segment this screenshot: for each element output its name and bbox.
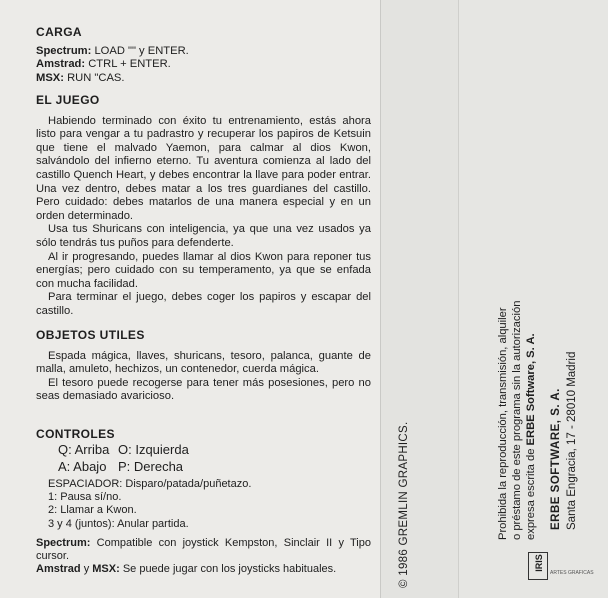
address: Santa Engracia, 17 - 28010 Madrid [566,351,578,530]
spine-panel [380,0,459,598]
objetos-title: OBJETOS UTILES [36,328,145,342]
juego-paragraph-2: Usa tus Shuricans con inteligencia, ya que una vez usados ya sólo tendrás tus puños para defenderte. [36,223,371,249]
key-q: Q: Arriba [58,442,110,457]
publisher-name: ERBE SOFTWARE, S. A. [550,388,562,530]
carga-msx: MSX: RUN "CAS. [36,71,125,84]
key-espaciador: ESPACIADOR: Disparo/patada/puñetazo. [48,478,252,490]
objetos-paragraph-1: Espada mágica, llaves, shuricans, tesoro, palanca, guante de malla, amuleto, hechizos, un contenedor, cuerda mágica. [36,349,371,376]
juego-section [36,94,371,319]
objetos-section [36,329,371,404]
joystick-spectrum: Spectrum: Compatible con joystick Kempston, Sinclair II y Tipo cursor. [36,537,371,563]
legal-notice: Prohibida la reproducción, transmisión, alquiler o préstamo de este programa sin la autorización expresa escrita de ERBE Software, S. A. [497,300,538,540]
key-o: O: Izquierda [118,442,189,457]
carga-spectrum: Spectrum: LOAD "" y ENTER. [36,44,189,57]
objetos-paragraph-2: El tesoro puede recogerse para tener más posesiones, pero no seas demasiado avaricioso. [36,376,371,403]
publisher-address [548,352,580,530]
controles-title: CONTROLES [36,427,115,441]
joystick-amstrad-msx: Amstrad y MSX: Se puede jugar con los joysticks habituales. [36,563,337,576]
key-a: A: Abajo [58,459,107,474]
iris-logo-subtitle: ARTES GRAFICAS [550,570,594,576]
controles-section [36,428,371,442]
carga-section [36,26,371,85]
key-p: P: Derecha [118,459,184,474]
controles-joysticks [36,537,371,577]
controles-keys [58,441,189,475]
carga-amstrad: Amstrad: CTRL + ENTER. [36,58,171,71]
key-3-4: 3 y 4 (juntos): Anular partida. [48,517,189,530]
juego-paragraph-1: Habiendo terminado con éxito tu entrenamiento, estás ahora listo para vengar a tu padrastro y recuperar los papiros de Ketsuin que tiene el malvado Yaemon, para calmar al dios Kwon, salvándolo del infierno eterno. Tu aventura comienza al lado del castillo Quench Heart, y debes encontrar la llave para poder entrar. Una vez dentro, debes matar a los tres guardianes del castillo. Pero cuidado: debes matarlos de una manera especial y en un orden determinado. [36,114,371,222]
juego-paragraph-3: Al ir progresando, puedes llamar al dios Kwon para reponer tus energías; pero cuidado con su temperamento, ya que se enfada con mucha facilidad. [36,250,371,290]
key-1: 1: Pausa sí/no. [48,491,122,504]
key-2: 2: Llamar a Kwon. [48,504,137,517]
iris-logo: IRIS [528,552,548,580]
spine-copyright: © 1986 GREMLIN GRAPHICS. [398,421,410,588]
juego-title: EL JUEGO [36,93,100,107]
carga-title: CARGA [36,25,82,39]
controles-options [48,478,368,531]
juego-paragraph-4: Para terminar el juego, debes coger los papiros y escapar del castillo. [36,291,371,317]
